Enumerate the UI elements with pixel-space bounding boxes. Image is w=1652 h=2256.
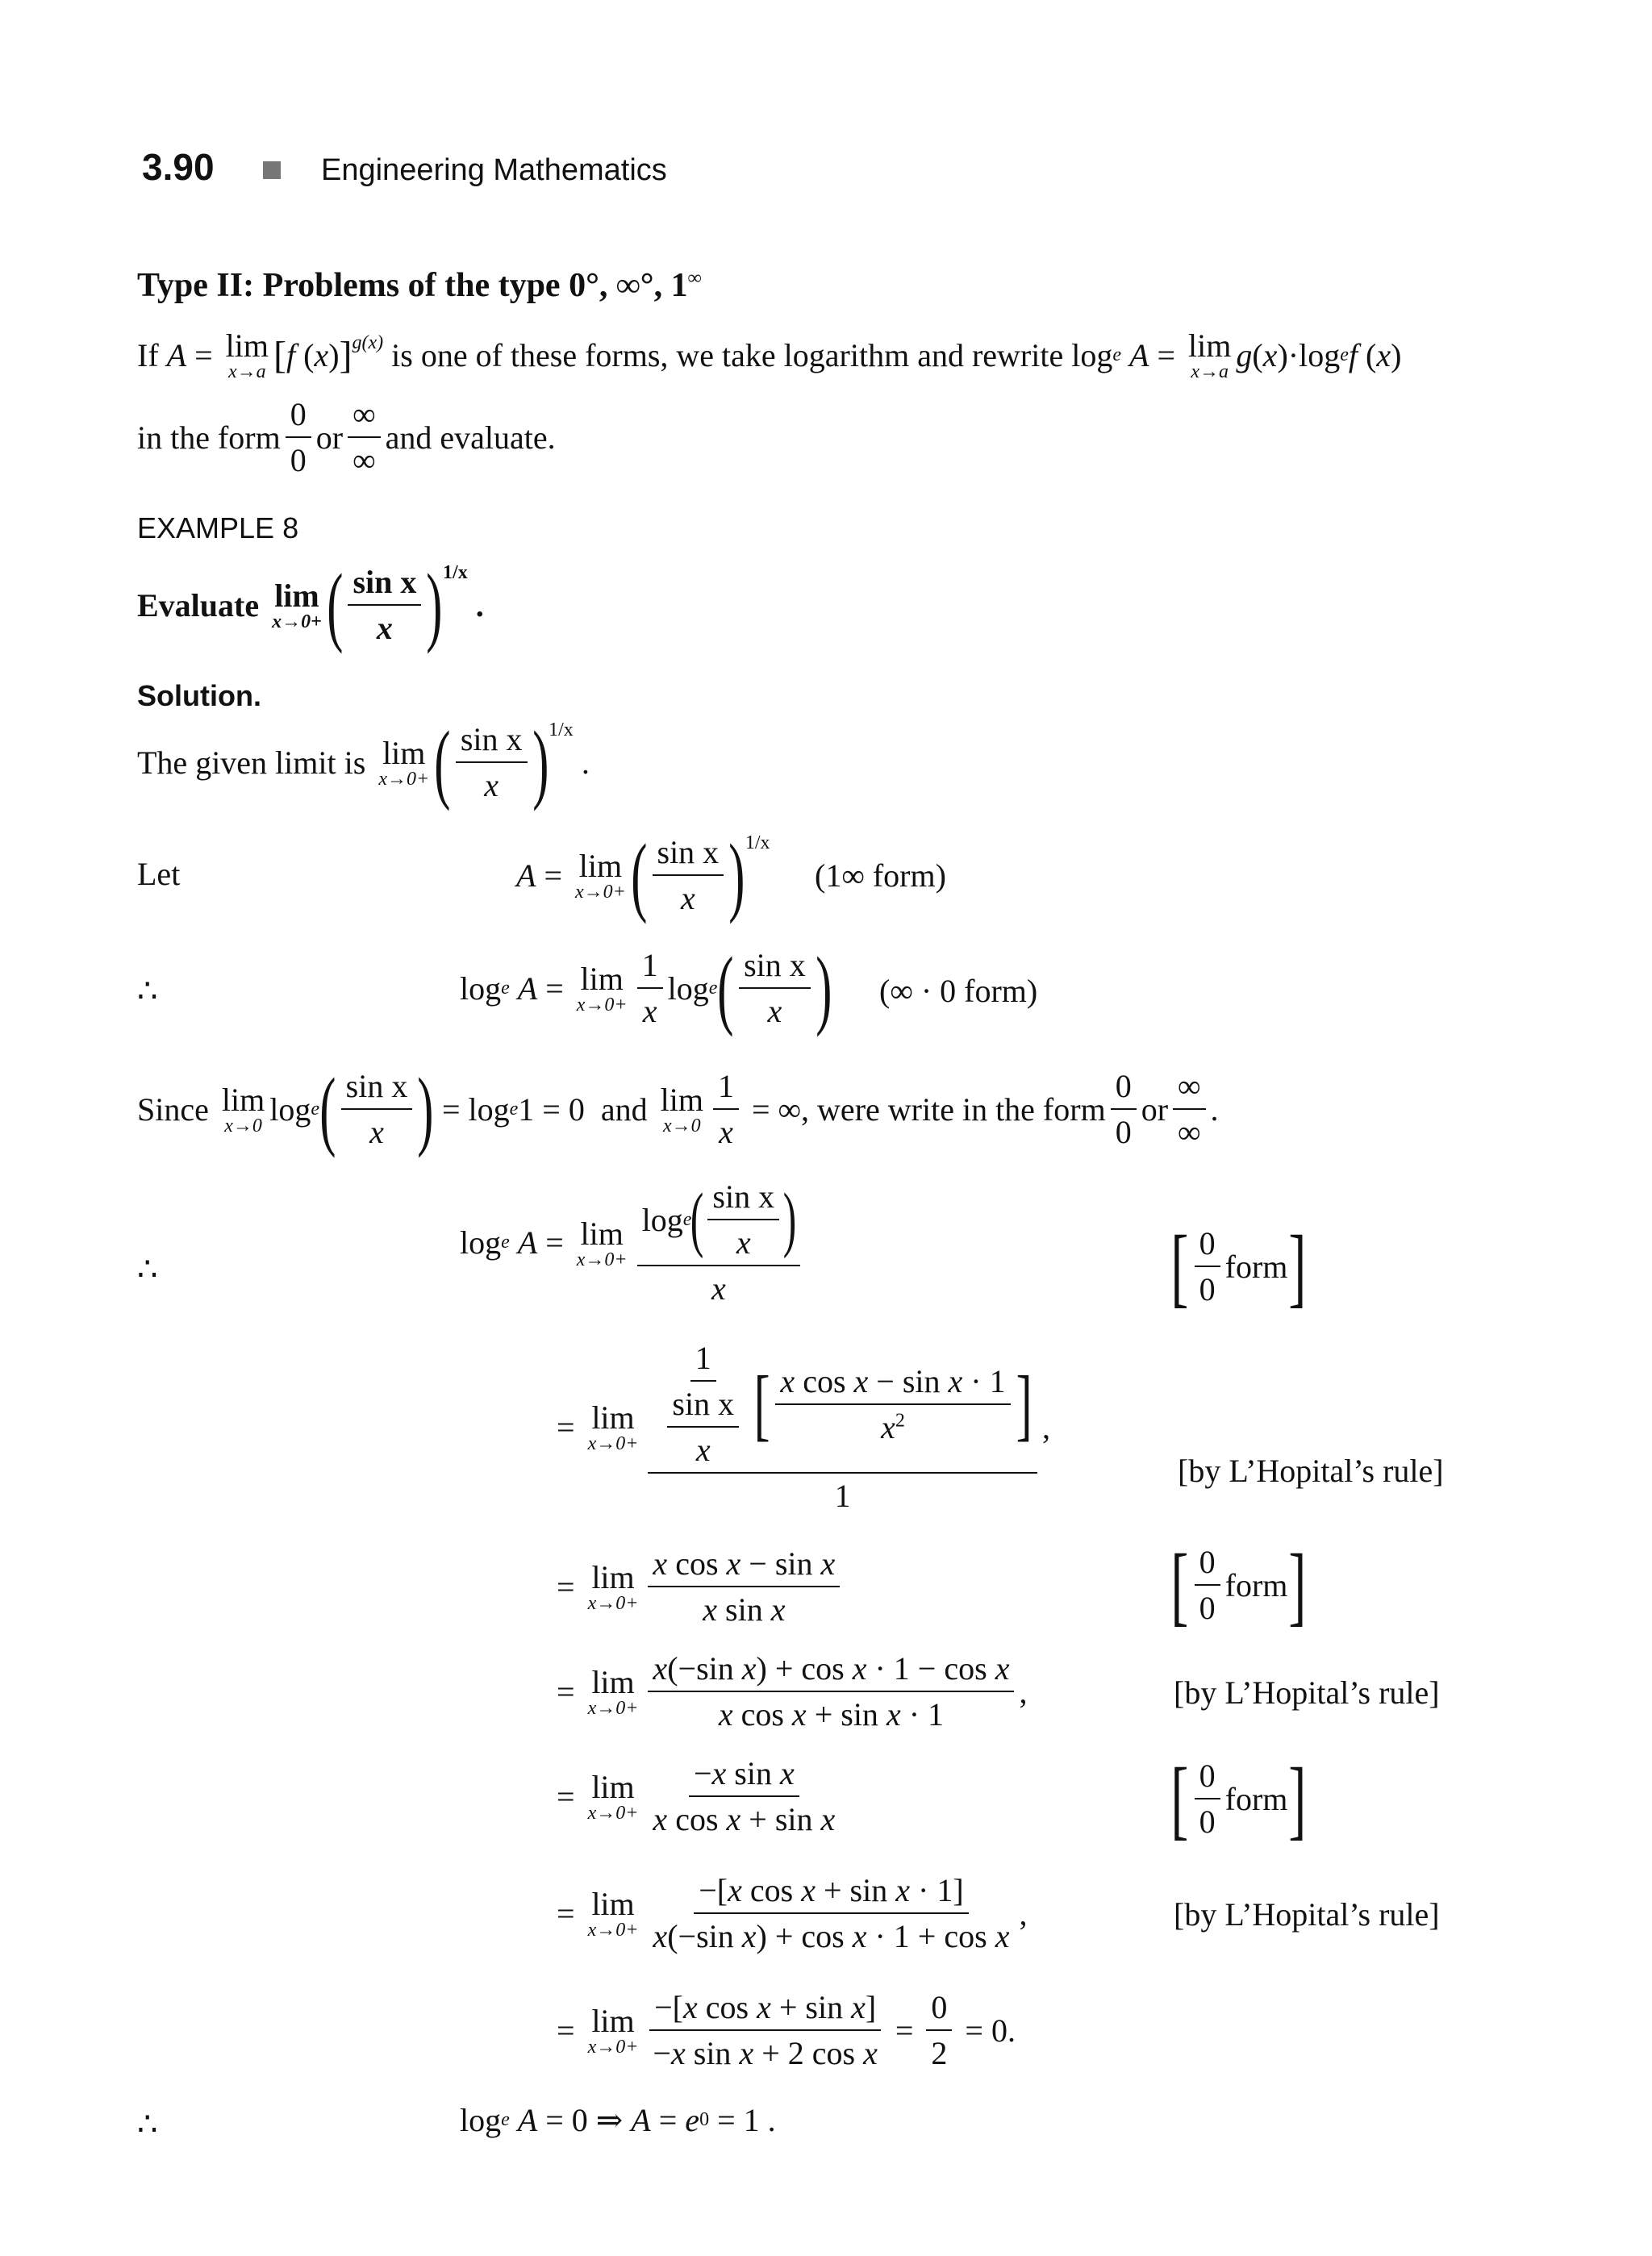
hopital-note-1: [by L’Hopital’s rule] bbox=[1178, 1453, 1444, 1489]
loge-A-equation: log e A = lim x→0+ $\frac{1}{x}$ log e ( $\frac{\text{sin x}}{x}$ ) bbox=[460, 939, 832, 1037]
form-1inf: (1∞ form) bbox=[815, 857, 946, 894]
example-label: EXAMPLE 8 bbox=[137, 511, 299, 544]
header-title: Engineering Mathematics bbox=[321, 153, 667, 187]
form-00-3: [ $\frac{0}{0}$ form ] bbox=[1170, 1749, 1307, 1848]
type-heading bbox=[137, 266, 702, 305]
let-label: Let bbox=[137, 856, 181, 892]
page-number: 3.90 bbox=[142, 146, 215, 188]
intro-line-1: If A = lim x→a [ f ( x ) ] g(x) is one of these forms, we take logarithm and rewrite log e A = lim x→a g ( x )·log e f ( x ) bbox=[137, 327, 1402, 382]
therefore-1: ∴ bbox=[137, 973, 158, 1009]
given-limit: The given limit is lim x→0+ ( $\frac{\text{sin x}}{x}$ ) 1/x . bbox=[137, 713, 590, 811]
step-4: = lim x→0+ $\frac{\text{x(−sin x) + cos x · 1 − cos x}}{\text{x cos x + sin x · 1}}$ , bbox=[557, 1650, 1028, 1733]
step-6: = lim x→0+ $\frac{\text{−[x cos x + sin x · 1]}}{\text{x(−sin x) + cos x · 1 + cos x}}$ , bbox=[557, 1872, 1028, 1954]
step-7: = lim x→0+ $\frac{\text{−[x cos x + sin x]}}{\text{−x sin x + 2 cos x}}$ = $\frac{0}{2}$ = 0. bbox=[557, 1989, 1016, 2071]
therefore-2: ∴ bbox=[137, 1251, 158, 1287]
step-5: = lim x→0+ $\frac{\text{−x sin x}}{\text{x cos x + sin x}}$ bbox=[557, 1755, 836, 1837]
example-statement: Evaluate lim x→0+ ( $\frac{\text{sin x}}{x}$ ) 1/x . bbox=[137, 556, 484, 654]
type-heading-text: Type II: Problems of the type 0°, ∞°, 1∞ bbox=[137, 267, 702, 304]
header-square-icon bbox=[263, 161, 281, 179]
therefore-3: ∴ bbox=[137, 2106, 158, 2142]
solution-label: Solution. bbox=[137, 679, 261, 712]
step-1: log e A = lim x→0+ log e ( $\frac{\text{sin x}}{x}$ ) x bbox=[460, 1178, 805, 1307]
intro-line-2: in the form $\frac{0}{0}$ or $\frac{\infty}{\infty}$ and evaluate. bbox=[137, 396, 556, 478]
final-line: log e A = 0 ⇒ A = e 0 = 1 . bbox=[460, 2102, 776, 2138]
let-equation: A = lim x→0+ ( $\frac{\text{sin x}}{x}$ ) 1/x bbox=[516, 826, 770, 924]
since-line: Since lim x→0 log e ( $\frac{\text{sin x}}{x}$ ) = log e 1 = 0 and lim x→0 $\frac{1}{x}$ = ∞, were write in the form $\frac{0}{0}$ or $\frac{\infty}{\infty}$ . bbox=[137, 1060, 1219, 1158]
if-text: If bbox=[137, 336, 159, 373]
hopital-note-2: [by L’Hopital’s rule] bbox=[1174, 1674, 1440, 1711]
hopital-note-3: [by L’Hopital’s rule] bbox=[1174, 1896, 1440, 1933]
step-3: = lim x→0+ $\frac{\text{x cos x − sin x}}{\text{x sin x}}$ bbox=[557, 1545, 845, 1628]
form-00-2: [ $\frac{0}{0}$ form ] bbox=[1170, 1536, 1307, 1634]
form-inf0: (∞ · 0 form) bbox=[879, 973, 1038, 1009]
step-2: = lim x→0+ $\frac{1}{\frac{\text{sin x}}{x}}$ [ $\frac{\text{x cos x − sin x · 1}}{x^2}$ ] 1 , bbox=[557, 1340, 1050, 1514]
form-00-1: [ $\frac{0}{0}$ form ] bbox=[1170, 1217, 1307, 1316]
intro-middle-text: is one of these forms, we take logarithm and rewrite bbox=[391, 336, 1064, 373]
